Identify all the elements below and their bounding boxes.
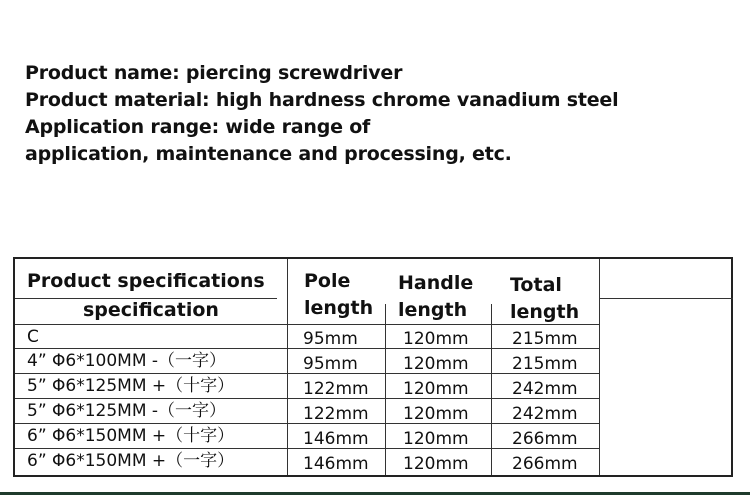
header-product-specifications: Product specifications — [27, 270, 265, 292]
product-material-line: Product material: high hardness chrome vanadium steel — [25, 89, 619, 111]
header-pole-length: length — [304, 297, 374, 319]
total-cell: 215mm — [512, 354, 578, 374]
product-info — [25, 60, 618, 168]
handle-cell: 120mm — [403, 329, 469, 349]
spec-cell: 5” Φ6*125MM -（一字） — [27, 401, 227, 421]
spec-cell: 5” Φ6*125MM +（十字） — [27, 376, 235, 396]
pole-cell: 122mm — [303, 379, 369, 399]
pole-cell: 146mm — [303, 454, 369, 474]
col-rule-3 — [491, 304, 492, 475]
col-rule-1 — [287, 259, 288, 475]
pole-cell: 146mm — [303, 429, 369, 449]
spec-cell: 6” Φ6*150MM +（十字） — [27, 426, 235, 446]
pole-cell: 95mm — [303, 354, 358, 374]
handle-cell: 120mm — [403, 379, 469, 399]
spec-cell: C — [27, 327, 39, 347]
spec-cell: 6” Φ6*150MM +（一字） — [27, 451, 235, 471]
pole-cell: 122mm — [303, 404, 369, 424]
col-rule-4 — [599, 259, 600, 475]
application-range-line-2: application, maintenance and processing, etc. — [25, 143, 512, 165]
total-cell: 215mm — [512, 329, 578, 349]
header-divider-extra — [599, 298, 733, 299]
handle-cell: 120mm — [403, 429, 469, 449]
handle-cell: 120mm — [403, 404, 469, 424]
spec-cell: 4” Φ6*100MM -（一字） — [27, 351, 227, 371]
header-total-length: length — [510, 301, 580, 323]
total-cell: 266mm — [512, 429, 578, 449]
total-cell: 242mm — [512, 404, 578, 424]
total-cell: 242mm — [512, 379, 578, 399]
header-handle: Handle — [398, 272, 474, 294]
handle-cell: 120mm — [403, 354, 469, 374]
header-total: Total — [510, 274, 562, 296]
col-rule-2 — [385, 304, 386, 475]
header-bottom-rule — [15, 324, 599, 325]
spec-table — [13, 257, 733, 477]
pole-cell: 95mm — [303, 329, 358, 349]
total-cell: 266mm — [512, 454, 578, 474]
handle-cell: 120mm — [403, 454, 469, 474]
header-handle-length: length — [398, 299, 468, 321]
application-range-line: Application range: wide range of — [25, 116, 371, 138]
header-pole: Pole — [304, 270, 351, 292]
product-name-line: Product name: piercing screwdriver — [25, 62, 403, 84]
header-specification: specification — [83, 299, 219, 321]
